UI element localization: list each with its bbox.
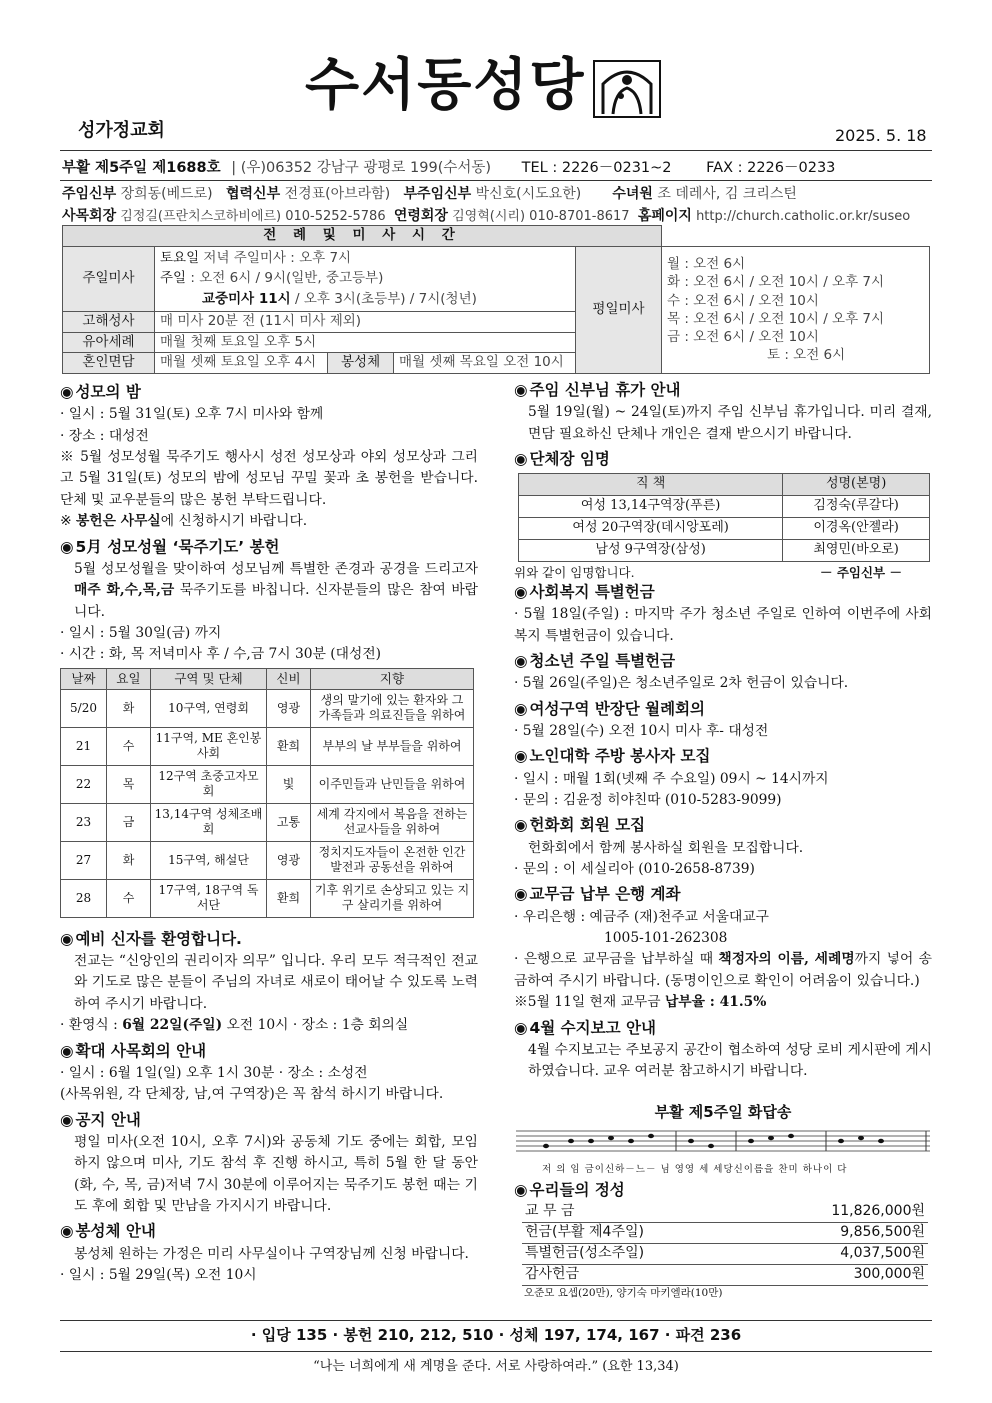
- cell: 12구역 초중고자모회: [151, 765, 267, 803]
- text-line: · 일시 : 5월 30일(금) 까지: [60, 624, 222, 641]
- paragraph: · 5월 26일(주일)은 청소년주일로 2차 헌금이 있습니다.: [514, 675, 849, 692]
- table-row: [61, 765, 474, 803]
- paragraph: ※ 5월 성모성월 묵주기도 행사시 성전 성모상과 야외 성모상과 그리고 5월 31일(토) 성모의 밤에 성모님 꾸밀 꽃과 초 봉헌을 받습니다. 단체 및 교우분들의 많은 봉헌 부탁드립니다.: [60, 449, 478, 508]
- table-row: [61, 689, 474, 727]
- text: · 환영식 :: [60, 1017, 123, 1034]
- cell: 헌금(부활 제4주일): [522, 1223, 748, 1244]
- staff-role: 수녀원: [612, 186, 653, 202]
- cell: 수: [107, 879, 151, 917]
- mass-heading: 전 례 및 미 사 시 간: [63, 226, 662, 247]
- paragraph: · 5월 18일(주일) : 마지막 주가 청소년 주일로 인하여 이번주에 사회복지 특별헌금이 있습니다.: [514, 606, 932, 644]
- section-title: ◉ 여성구역 반장단 월례회의: [514, 698, 932, 721]
- text-line: · 문의 : 김윤정 히야친따 (010-5283-9099): [514, 792, 782, 808]
- cell: 특별헌금(성소주일): [522, 1244, 748, 1265]
- staff-role: 협력신부: [226, 186, 281, 202]
- sat-time: 저녁 주일미사 : 오후 7시: [203, 249, 352, 266]
- issue-info-line: [62, 158, 835, 179]
- cell: 17구역, 18구역 독서단: [151, 879, 267, 917]
- cell: 정치지도자들이 온전한 인간 발전과 공동선을 위하여: [311, 841, 474, 879]
- marriage-label: 혼인면담: [63, 353, 155, 374]
- note: 위와 같이 임명합니다.: [514, 564, 635, 580]
- rosary-schedule-table: [60, 668, 474, 918]
- cell: 15구역, 해설단: [151, 841, 267, 879]
- text: ※5월 11일 현재 교무금: [514, 994, 665, 1011]
- text-bold: 봉헌은 사무실: [75, 513, 161, 530]
- text-line: [60, 511, 478, 532]
- section-title: ◉ 주임 신부님 휴가 안내: [514, 379, 932, 402]
- text: 까지 넣어 송금하여 주시기 바랍니다. (동명이인으로 확인이 어려움이 있습니다.): [514, 951, 932, 989]
- cell: 22: [61, 765, 107, 803]
- cell: 교 무 금: [522, 1202, 748, 1222]
- psalm-lyrics: 저 의 임 금이신하－느－ 님 영영 세 세당신이름을 찬미 하나이 다: [542, 1164, 848, 1176]
- text-line: [514, 992, 932, 1013]
- weekday-line: 수 : 오전 6시 / 오전 10시: [667, 292, 819, 309]
- section-title: ◉ 5月 성모성월 ‘묵주기도’ 봉헌: [60, 536, 478, 559]
- staff-role: 연령회장: [393, 208, 448, 224]
- cell: 남성 9구역장(삼성): [519, 539, 783, 561]
- cell: 여성 20구역장(데시앙포레): [519, 517, 783, 539]
- cell: 환희: [267, 727, 311, 765]
- table-row: [61, 879, 474, 917]
- offering-note: 오준모 요셉(20만), 양기숙 마키엘라(10만): [524, 1286, 723, 1299]
- text: 에 신청하시기 바랍니다.: [160, 513, 308, 530]
- text: 묵주기도를 바칩니다. 신자분들의 많은 참여 바랍니다.: [74, 582, 478, 620]
- weekday-line: 목 : 오전 6시 / 오전 10시 / 오후 7시: [667, 310, 885, 327]
- text: 5월 성모성월을 맞이하여 성모님께 특별한 존경과 공경을 드리고자: [74, 560, 478, 577]
- cell: 9,856,500원: [748, 1223, 928, 1244]
- cell: 화: [107, 841, 151, 879]
- cell: 21: [61, 727, 107, 765]
- cell: 11구역, ME 혼인봉사회: [151, 727, 267, 765]
- paragraph: 5월 19일(월) ~ 24일(토)까지 주임 신부님 휴가입니다. 미리 결재, 면담 필요하신 단체나 개인은 결재 받으시기 바랍니다.: [528, 404, 932, 442]
- cell: 28: [61, 879, 107, 917]
- holy-family-logo-icon: [593, 60, 661, 118]
- address: | (우)06352 강남구 광평로 199(수서동): [231, 160, 492, 176]
- offering-section: [514, 1176, 932, 1301]
- issue-date: 2025. 5. 18: [835, 126, 927, 145]
- table-row: [522, 1264, 928, 1285]
- cell: 영광: [267, 689, 311, 727]
- text-bold: 6월 22일(주일): [122, 1017, 223, 1034]
- section-title: ◉ 봉성체 안내: [60, 1220, 478, 1243]
- cell: 이주민들과 난민들을 위하여: [311, 765, 474, 803]
- text-line: · 일시 : 매월 1회(넷째 주 수요일) 09시 ~ 14시까지: [514, 770, 829, 787]
- fax: FAX : 2226－0233: [706, 160, 836, 176]
- sunday-mass-times: [155, 246, 576, 312]
- cell: 23: [61, 803, 107, 841]
- cell: 김정숙(루갈다): [783, 496, 930, 518]
- staff-lines-icon: [516, 1127, 930, 1157]
- section-title: ◉ 확대 사목회의 안내: [60, 1040, 478, 1063]
- weekday-line: 월 : 오전 6시: [667, 256, 746, 273]
- paragraph: · 5월 28일(수) 오전 10시 미사 후- 대성전: [514, 723, 769, 739]
- offering-table: [522, 1202, 928, 1286]
- section-title: ◉ 사회복지 특별헌금: [514, 581, 932, 604]
- staff-role: 주임신부: [62, 186, 117, 202]
- text-line: · 일시 : 5월 31일(토) 오후 7시 미사와 함께: [60, 406, 324, 423]
- table-row: [519, 539, 930, 561]
- divider: [60, 150, 932, 151]
- homepage-link[interactable]: http://church.catholic.or.kr/suseo: [696, 209, 911, 224]
- staff-role: 부주임신부: [403, 186, 472, 202]
- weekday-line: 화 : 오전 6시 / 오전 10시 / 오후 7시: [667, 274, 885, 291]
- staff-role: 사목회장: [62, 208, 117, 224]
- text-line: 헌화회에서 함께 봉사하실 회원을 모집합니다.: [528, 839, 804, 856]
- section-title: ◉ 교무금 납부 은행 계좌: [514, 883, 932, 906]
- cell: 빛: [267, 765, 311, 803]
- text-line: · 일시 : 5월 29일(목) 오전 10시: [60, 1266, 257, 1283]
- left-column: [60, 378, 478, 1286]
- divider: [60, 1320, 932, 1321]
- cell: 부부의 날 부부들을 위하여: [311, 727, 474, 765]
- paragraph: 4월 수지보고는 주보공지 공간이 협소하여 성당 로비 게시판에 게시하였습니다. 교우 여러분 참고하시기 바랍니다.: [528, 1041, 932, 1080]
- marriage-time: 매월 셋째 토요일 오후 4시: [155, 353, 328, 374]
- mass-schedule-table: [62, 225, 930, 374]
- divider: [60, 1351, 932, 1352]
- bible-quote: “나는 너희에게 새 계명을 준다. 서로 사랑하여라.” (요한 13,34): [313, 1359, 679, 1374]
- section-title: ◉ 4월 수지보고 안내: [514, 1017, 932, 1040]
- cell: 10구역, 연령회: [151, 689, 267, 727]
- cell: 금: [107, 803, 151, 841]
- table-row: [61, 803, 474, 841]
- cell: 13,14구역 성체조배회: [151, 803, 267, 841]
- church-title: 수서동성당: [305, 53, 586, 118]
- sun-time-2: / 오후 3시(초등부) / 7시(청년): [295, 291, 477, 308]
- weekday-line: 금 : 오전 6시 / 오전 10시: [667, 328, 819, 345]
- table-header: 성명(본명): [783, 474, 930, 496]
- table-header: 직 책: [519, 474, 783, 496]
- table-header: 신비: [267, 668, 311, 689]
- text-line: · 일시 : 6월 1일(일) 오후 1시 30분 · 장소 : 소성전: [60, 1064, 368, 1081]
- text-bold: 책정자의 이름, 세례명: [718, 951, 855, 968]
- cell: 화: [107, 689, 151, 727]
- communion-time: 매월 셋째 목요일 오전 10시: [394, 353, 576, 374]
- table-row: [519, 496, 930, 518]
- section-title: ◉ 예비 신자를 환영합니다.: [60, 928, 478, 951]
- paragraph: [514, 949, 932, 992]
- section-title: ◉ 성모의 밤: [60, 381, 478, 404]
- staff-row-1: [62, 184, 797, 204]
- main-mass: 교중미사 11시: [202, 291, 291, 308]
- staff-row-2: [62, 206, 910, 227]
- table-row: [522, 1202, 928, 1222]
- text-bold: 매주 화,수,목,금: [74, 582, 175, 599]
- cell: 여성 13,14구역장(푸른): [519, 496, 783, 518]
- account-number: 1005-101-262308: [604, 930, 728, 946]
- baptism-time: 매월 첫째 토요일 오후 5시: [155, 332, 576, 353]
- cell: 최영민(바오로): [783, 539, 930, 561]
- section-title: ◉ 단체장 임명: [514, 448, 932, 471]
- table-row: [61, 727, 474, 765]
- table-header: 지향: [311, 668, 474, 689]
- table-row: [522, 1223, 928, 1244]
- section-title: ◉ 우리들의 정성: [514, 1179, 932, 1202]
- staff-name: 전경표(아브라함): [284, 186, 391, 202]
- signature: － 주임신부 －: [819, 564, 902, 580]
- text: ※: [60, 513, 76, 530]
- text-line: · 시간 : 화, 목 저녁미사 후 / 수,금 7시 30분 (대성전): [60, 646, 382, 663]
- appointment-table: [518, 473, 930, 561]
- issue-number: 부활 제5주일 제1688호: [62, 160, 221, 176]
- cell: 4,037,500원: [748, 1244, 928, 1265]
- text-line: · 장소 : 대성전: [60, 427, 149, 444]
- sunday-mass-label: 주일미사: [63, 246, 155, 312]
- paragraph: 전교는 “신앙인의 권리이자 의무” 입니다. 우리 모두 적극적인 전교와 기도로 많은 분들이 주님의 자녀로 새로이 태어날 수 있도록 노력하여 주시기 바랍니다.: [74, 953, 478, 1012]
- section-title: ◉ 헌화회 회원 모집: [514, 814, 932, 837]
- cell: 환희: [267, 879, 311, 917]
- section-title: ◉ 공지 안내: [60, 1109, 478, 1132]
- cell: 11,826,000원: [748, 1202, 928, 1222]
- table-header: 요일: [107, 668, 151, 689]
- hymn-numbers: · 입당 135 · 봉헌 210, 212, 510 · 성체 197, 174, 167 · 파견 236: [250, 1326, 742, 1344]
- table-row: [61, 841, 474, 879]
- staff-name: 장희동(베드로): [120, 186, 213, 202]
- cell: 영광: [267, 841, 311, 879]
- psalm-title: 부활 제5주일 화답송: [654, 1103, 792, 1121]
- cell: 5/20: [61, 689, 107, 727]
- paragraph: 평일 미사(오전 10시, 오후 7시)와 공동체 기도 중에는 회합, 모임 하지 않으며 미사, 기도 참석 후 진행 하시고, 특히 5월 한 달 동안(화, 수, 목, 금)저녁 7시 30분에 이루어지는 묵주기도 봉헌 때는 기도 후에 회합 및 만남을 가지시기 바랍니다.: [74, 1133, 478, 1214]
- sun-label: 주일: [160, 270, 187, 287]
- weekday-mass-times: [662, 246, 930, 373]
- tel: TEL : 2226－0231~2: [521, 160, 672, 176]
- text-line: 봉성체 원하는 가정은 미리 사무실이나 구역장님께 신청 바랍니다.: [74, 1245, 469, 1262]
- staff-role: 홈페이지: [637, 208, 692, 224]
- communion-label: 봉성체: [328, 353, 394, 374]
- right-column: [514, 376, 932, 1083]
- cell: 고통: [267, 803, 311, 841]
- staff-name: 김영혁(시리) 010-8701-8617: [452, 209, 630, 224]
- text-line: [60, 1015, 478, 1036]
- table-header: 구역 및 단체: [151, 668, 267, 689]
- cell: 세계 각지에서 복음을 전하는 선교사들을 위하여: [311, 803, 474, 841]
- staff-name: 박신호(시도요한): [475, 186, 582, 202]
- weekday-line: 토 : 오전 6시: [767, 347, 846, 364]
- parish-subtitle: 성가정교회: [78, 120, 165, 141]
- paragraph: [60, 559, 478, 623]
- text-line: (사목위원, 각 단체장, 남,여 구역장)은 꼭 참석 하시기 바랍니다.: [60, 1086, 444, 1103]
- text-line: · 문의 : 이 세실리아 (010-2658-8739): [514, 861, 755, 877]
- music-staff: [516, 1127, 930, 1175]
- weekday-mass-label: 평일미사: [576, 246, 662, 373]
- sat-label: 토요일: [160, 249, 200, 266]
- baptism-label: 유아세례: [63, 332, 155, 353]
- cell: 감사헌금: [522, 1264, 748, 1285]
- cell: 목: [107, 765, 151, 803]
- text: 오전 10시 · 장소 : 1층 회의실: [222, 1017, 409, 1034]
- table-row: [519, 517, 930, 539]
- divider: [60, 180, 932, 181]
- sun-time: : 오전 6시 / 9시(일반, 중고등부): [190, 270, 384, 287]
- cell: 수: [107, 727, 151, 765]
- confession-time: 매 미사 20분 전 (11시 미사 제외): [155, 312, 576, 333]
- text-bold: 납부율 : 41.5%: [664, 994, 767, 1011]
- cell: 생의 말기에 있는 환자와 그 가족들과 의료진들을 위하여: [311, 689, 474, 727]
- appointment-note: [514, 564, 932, 582]
- section-title: ◉ 청소년 주일 특별헌금: [514, 650, 932, 673]
- section-title: ◉ 노인대학 주방 봉사자 모집: [514, 745, 932, 768]
- confession-label: 고해성사: [63, 312, 155, 333]
- cell: 기후 위기로 손상되고 있는 지구 살리기를 위하여: [311, 879, 474, 917]
- text-line: · 우리은행 : 예금주 (재)천주교 서울대교구: [514, 908, 769, 925]
- table-row: [522, 1244, 928, 1265]
- text: · 은행으로 교무금을 납부하실 때: [514, 951, 719, 968]
- cell: 이경옥(안젤라): [783, 517, 930, 539]
- table-header: 날짜: [61, 668, 107, 689]
- staff-name: 김정길(프란치스코하비에르) 010-5252-5786: [120, 209, 386, 224]
- staff-name: 조 데레사, 김 크리스틴: [657, 186, 797, 202]
- cell: 27: [61, 841, 107, 879]
- cell: 300,000원: [748, 1264, 928, 1285]
